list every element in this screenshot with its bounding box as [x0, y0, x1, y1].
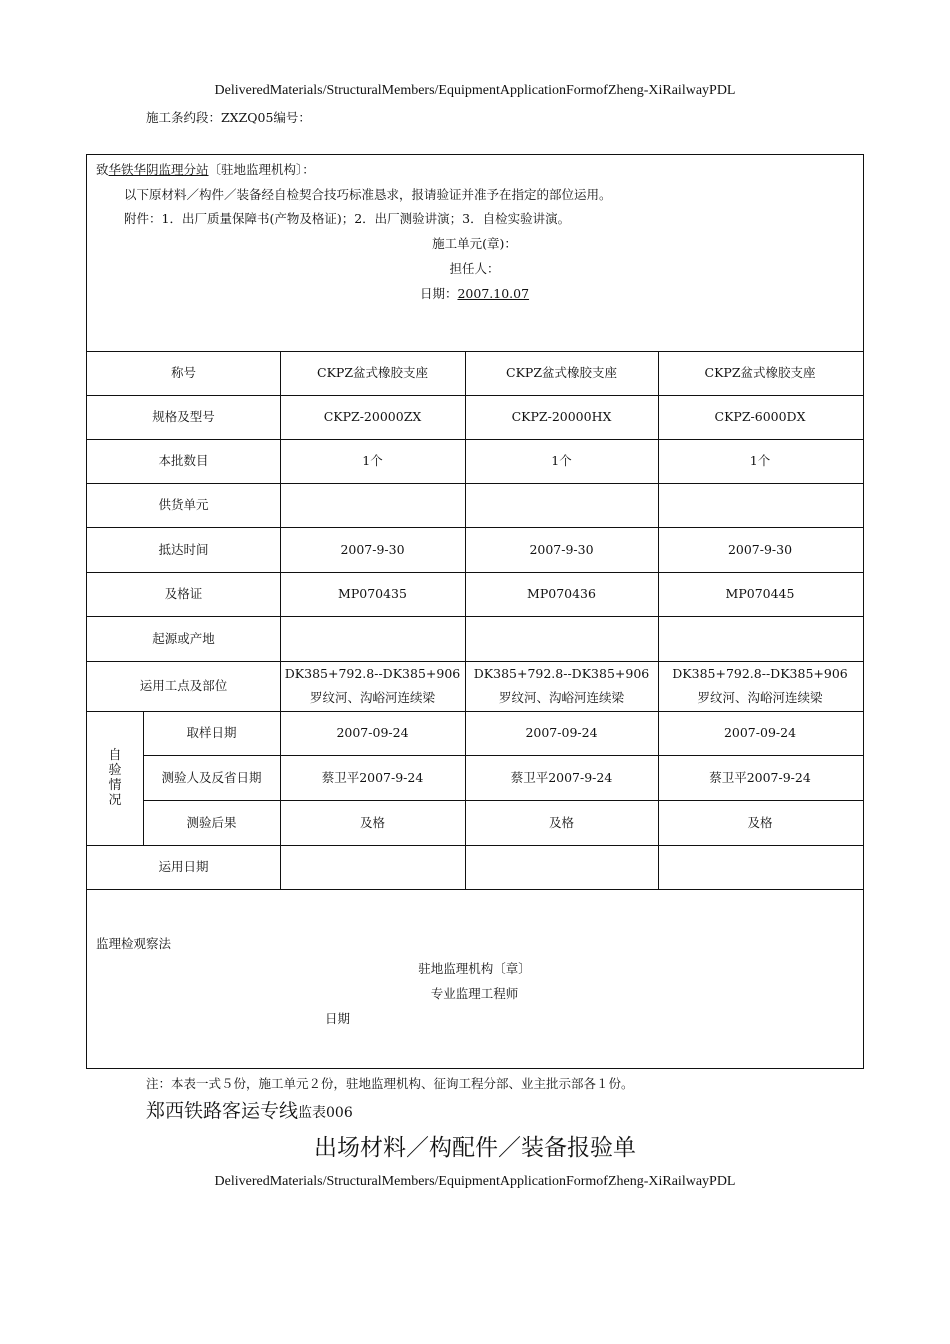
date-line — [87, 284, 862, 302]
row-label-quantity: 本批数目 — [158, 453, 209, 468]
cell-usage-3 — [658, 661, 862, 711]
cell-sampling-date-1: 2007-09-24 — [336, 725, 409, 740]
usage-2-mileage: DK385+792.8--DK385+906 — [473, 666, 650, 681]
cell-spec-2: CKPZ-20000HX — [511, 409, 612, 424]
cell-certificate-2: MP070436 — [527, 586, 596, 601]
addressee-prefix: 致 — [96, 162, 109, 177]
cell-tester-1: 蔡卫平2007-9-24 — [321, 769, 424, 785]
responsible-person-label: 担任人： — [449, 261, 500, 276]
row-label-supplier: 供货单元 — [158, 497, 209, 512]
form-heading-line — [146, 1096, 353, 1123]
row-label-tester: 测验人及反省日期 — [161, 769, 262, 785]
form-number: 监表006 — [298, 1105, 353, 1121]
construction-unit-label: 施工单元(章)： — [432, 236, 517, 251]
cell-sampling-date-2: 2007-09-24 — [525, 725, 598, 740]
self-check-group-label: 自 验 情 况 — [108, 748, 122, 808]
chinese-form-title: 出场材料／构配件／装备报验单 — [314, 1135, 636, 1161]
supervision-engineer-label: 专业监理工程师 — [430, 986, 519, 1001]
cell-test-result-1: 及格 — [359, 814, 385, 830]
usage-3-location: 罗纹河、沟峪河连续梁 — [697, 690, 823, 705]
cell-certificate-3: MP070445 — [725, 586, 795, 601]
cell-spec-3: CKPZ-6000DX — [714, 409, 806, 424]
date-value: 2007.10.07 — [457, 286, 530, 301]
row-label-name: 称号 — [170, 365, 196, 380]
usage-3-mileage: DK385+792.8--DK385+906 — [672, 666, 848, 681]
row-label-arrival: 抵达时间 — [158, 541, 209, 557]
cell-sampling-date-3: 2007-09-24 — [723, 725, 797, 740]
cell-supplier-1 — [280, 483, 465, 527]
english-title-bottom: DeliveredMaterials/StructuralMembers/EquipmentApplicationFormofZheng-XiRailwayPDL — [214, 1174, 736, 1189]
row-label-sampling-date: 取样日期 — [186, 725, 237, 740]
railway-line-name: 郑西铁路客运专线 — [146, 1100, 299, 1122]
usage-2-location: 罗纹河、沟峪河连续梁 — [498, 690, 624, 705]
cell-name-2: CKPZ盆式橡胶支座 — [506, 365, 617, 380]
cell-supplier-2 — [465, 483, 658, 527]
cell-arrival-2: 2007-9-30 — [529, 541, 594, 557]
row-label-test-result: 测验后果 — [186, 814, 237, 830]
cell-usage-1 — [280, 661, 465, 711]
addressee-line — [96, 160, 315, 178]
cell-usage-2 — [465, 661, 658, 711]
cell-arrival-3: 2007-9-30 — [727, 541, 793, 557]
cell-quantity-2: 1个 — [551, 453, 572, 468]
cell-test-result-2: 及格 — [548, 814, 574, 830]
addressee-suffix: 〔驻地监理机构〕： — [208, 162, 315, 177]
row-label-origin: 起源或产地 — [152, 630, 215, 646]
supervision-opinion-label: 监理检观察法 — [96, 936, 172, 951]
footnote: 注：本表一式５份，施工单元２份，驻地监理机构、征询工程分部、业主批示部各１份。 — [146, 1076, 634, 1091]
supervision-date-label: 日期 — [325, 1011, 351, 1026]
cell-origin-2 — [465, 616, 658, 661]
cell-name-3: CKPZ盆式橡胶支座 — [704, 365, 816, 380]
attachments-line: 附件：1．出厂质量保障书(产物及格证)；2．出厂测验讲演；3．自检实验讲演。 — [124, 211, 571, 226]
cell-name-1: CKPZ盆式橡胶支座 — [317, 365, 428, 380]
cell-quantity-3: 1个 — [749, 453, 771, 468]
cell-use-date-3 — [658, 845, 862, 889]
contract-section-line: 施工条约段：ZXZQ05编号： — [146, 110, 311, 125]
cell-use-date-1 — [280, 845, 465, 889]
application-form-table — [86, 154, 864, 1069]
cell-certificate-1: MP070435 — [338, 586, 407, 601]
date-label: 日期： — [419, 286, 458, 301]
cell-test-result-3: 及格 — [747, 814, 773, 830]
cell-supplier-3 — [658, 483, 862, 527]
cell-origin-1 — [280, 616, 465, 661]
addressee-name: 华铁华阴监理分站 — [108, 162, 209, 177]
cell-origin-3 — [658, 616, 862, 661]
cell-tester-3: 蔡卫平2007-9-24 — [709, 769, 811, 785]
cell-use-date-2 — [465, 845, 658, 889]
cell-arrival-1: 2007-9-30 — [340, 541, 405, 557]
row-label-use-date: 运用日期 — [158, 859, 209, 874]
row-label-usage: 运用工点及部位 — [139, 678, 228, 693]
request-statement: 以下原材料／构件／装备经自检契合技巧标准恳求，报请验证并准予在指定的部位运用。 — [124, 187, 612, 202]
english-title-top: DeliveredMaterials/StructuralMembers/EquipmentApplicationFormofZheng-XiRailwayPDL — [214, 83, 736, 98]
usage-1-mileage: DK385+792.8--DK385+906 — [284, 666, 461, 681]
cell-quantity-1: 1个 — [362, 453, 383, 468]
usage-1-location: 罗纹河、沟峪河连续梁 — [309, 690, 435, 705]
row-label-spec: 规格及型号 — [152, 409, 215, 424]
cell-spec-1: CKPZ-20000ZX — [323, 409, 422, 424]
cell-tester-2: 蔡卫平2007-9-24 — [510, 769, 613, 785]
row-label-certificate: 及格证 — [164, 586, 203, 601]
supervision-stamp-label: 驻地监理机构〔章〕 — [418, 961, 531, 976]
